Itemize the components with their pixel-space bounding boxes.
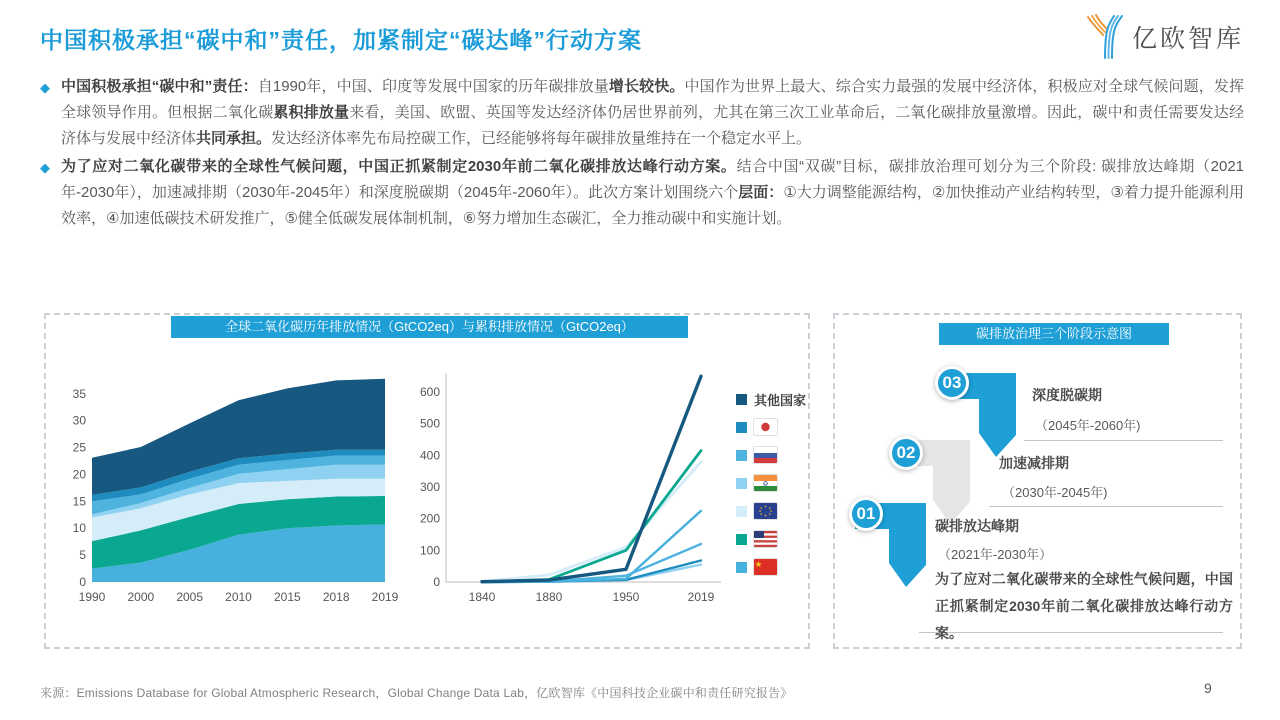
page-title: 中国积极承担“碳中和”责任，加紧制定“碳达峰”行动方案 bbox=[40, 27, 642, 53]
bullet-list bbox=[40, 74, 1244, 234]
source-note: 来源：Emissions Database for Global Atmospheric Research，Global Change Data Lab，亿欧智库《中国科技企业碳中和责任研究报告》 bbox=[40, 686, 793, 700]
svg-text:2018: 2018 bbox=[322, 590, 350, 604]
stage-2-name: 加速减排期 bbox=[999, 455, 1069, 471]
svg-text:35: 35 bbox=[72, 386, 86, 401]
svg-text:2019: 2019 bbox=[371, 590, 399, 604]
legend-swatch bbox=[736, 422, 747, 433]
annual-emissions-area-chart bbox=[52, 365, 404, 615]
svg-text:400: 400 bbox=[419, 448, 440, 463]
eu-flag-icon bbox=[754, 503, 777, 519]
svg-text:100: 100 bbox=[419, 543, 440, 558]
svg-text:2000: 2000 bbox=[127, 590, 155, 604]
stage-2-badge: 02 bbox=[889, 436, 923, 470]
svg-text:500: 500 bbox=[419, 416, 440, 431]
legend-swatch bbox=[736, 450, 747, 461]
svg-text:20: 20 bbox=[72, 467, 86, 482]
stage-1-years: （2021年-2030年） bbox=[938, 547, 1053, 562]
stages-diagram-panel bbox=[833, 313, 1242, 649]
chart-legend bbox=[736, 389, 806, 577]
svg-text:2010: 2010 bbox=[225, 590, 252, 604]
stage-1-badge: 01 bbox=[849, 497, 883, 531]
japan-flag-icon bbox=[754, 419, 777, 435]
india-flag-icon bbox=[754, 475, 777, 491]
legend-swatch bbox=[736, 478, 747, 489]
logo-y-icon bbox=[1086, 14, 1124, 60]
russia-flag-icon bbox=[754, 447, 777, 463]
cumulative-emissions-line-chart bbox=[414, 365, 736, 615]
usa-flag-icon bbox=[754, 531, 777, 547]
legend-swatch bbox=[736, 394, 747, 405]
svg-text:200: 200 bbox=[419, 511, 440, 526]
svg-text:0: 0 bbox=[79, 575, 86, 589]
svg-text:30: 30 bbox=[72, 413, 86, 428]
legend-swatch bbox=[736, 506, 747, 517]
svg-text:600: 600 bbox=[419, 385, 440, 399]
svg-text:300: 300 bbox=[419, 480, 440, 494]
stage-3-name: 深度脱碳期 bbox=[1032, 387, 1102, 403]
svg-text:2015: 2015 bbox=[273, 590, 301, 604]
diamond-bullet-icon: ◆ bbox=[40, 80, 50, 95]
svg-text:15: 15 bbox=[72, 494, 86, 509]
stage-2-divider bbox=[989, 506, 1223, 507]
emissions-chart-panel bbox=[44, 313, 810, 649]
svg-text:1880: 1880 bbox=[535, 590, 563, 604]
svg-text:25: 25 bbox=[72, 440, 86, 455]
legend-item-japan bbox=[736, 417, 806, 437]
legend-item-others bbox=[736, 389, 806, 409]
stage-3-badge: 03 bbox=[935, 366, 969, 400]
logo-text: 亿欧智库 bbox=[1131, 25, 1244, 53]
bullet-item-2 bbox=[40, 154, 1244, 232]
bullet-item-1 bbox=[40, 74, 1244, 152]
stage-3-divider bbox=[1024, 440, 1223, 441]
svg-text:10: 10 bbox=[72, 521, 86, 536]
legend-item-eu bbox=[736, 501, 806, 521]
svg-text:2019: 2019 bbox=[687, 590, 715, 604]
page-number: 9 bbox=[1204, 680, 1212, 696]
right-panel-title: 碳排放治理三个阶段示意图 bbox=[939, 323, 1169, 345]
bullet-text-2: 为了应对二氧化碳带来的全球性气候问题，中国正抓紧制定2030年前二氧化碳排放达峰行动方案。结合中国“双碳”目标，碳排放治理可划分为三个阶段: 碳排放达峰期（2021年-2030年），加速减排期（2030年-2045年）和深度脱碳期（2045年-2060年）。此次方案计划围绕六个层面：①大力调整能源结构，②加快推动产业结构转型，③着力提升能源利用效率，④加速低碳技术研发推广，⑤健全低碳发展体制机制，⑥努力增加生态碳汇，全力推动碳中和实施计划。 bbox=[61, 158, 1244, 227]
legend-swatch bbox=[736, 534, 747, 545]
legend-item-india bbox=[736, 473, 806, 493]
diamond-bullet-icon: ◆ bbox=[40, 160, 50, 175]
legend-item-china bbox=[736, 557, 806, 577]
svg-text:5: 5 bbox=[79, 548, 86, 563]
legend-label: 其他国家 bbox=[754, 392, 807, 408]
stage-1-name: 碳排放达峰期 bbox=[935, 518, 1019, 534]
legend-item-russia bbox=[736, 445, 806, 465]
stage-1-note: 为了应对二氧化碳带来的全球性气候问题，中国正抓紧制定2030年前二氧化碳排放达峰行动方案。 bbox=[935, 571, 1233, 641]
stage-2-years: （2030年-2045年) bbox=[1002, 485, 1108, 500]
legend-swatch bbox=[736, 562, 747, 573]
svg-text:2005: 2005 bbox=[176, 590, 204, 604]
svg-text:1840: 1840 bbox=[468, 590, 496, 604]
svg-text:0: 0 bbox=[433, 575, 440, 589]
brand-logo bbox=[1086, 14, 1244, 60]
stage-3-years: （2045年-2060年) bbox=[1035, 418, 1141, 433]
china-flag-icon bbox=[754, 559, 777, 575]
svg-text:1950: 1950 bbox=[612, 590, 640, 604]
svg-text:1990: 1990 bbox=[78, 590, 106, 604]
left-panel-title: 全球二氧化碳历年排放情况（GtCO2eq）与累积排放情况（GtCO2eq） bbox=[171, 316, 688, 338]
legend-item-usa bbox=[736, 529, 806, 549]
bullet-text-1: 中国积极承担“碳中和”责任：自1990年，中国、印度等发展中国家的历年碳排放量增长较快。中国作为世界上最大、综合实力最强的发展中经济体，积极应对全球气候问题，发挥全球领导作用。但根据二氧化碳累积排放量来看，美国、欧盟、英国等发达经济体仍居世界前列，尤其在第三次工业革命后，二氧化碳排放量激增。因此，碳中和责任需要发达经济体与发展中经济体共同承担。发达经济体率先布局控碳工作，已经能够将每年碳排放量维持在一个稳定水平上。 bbox=[61, 78, 1244, 147]
